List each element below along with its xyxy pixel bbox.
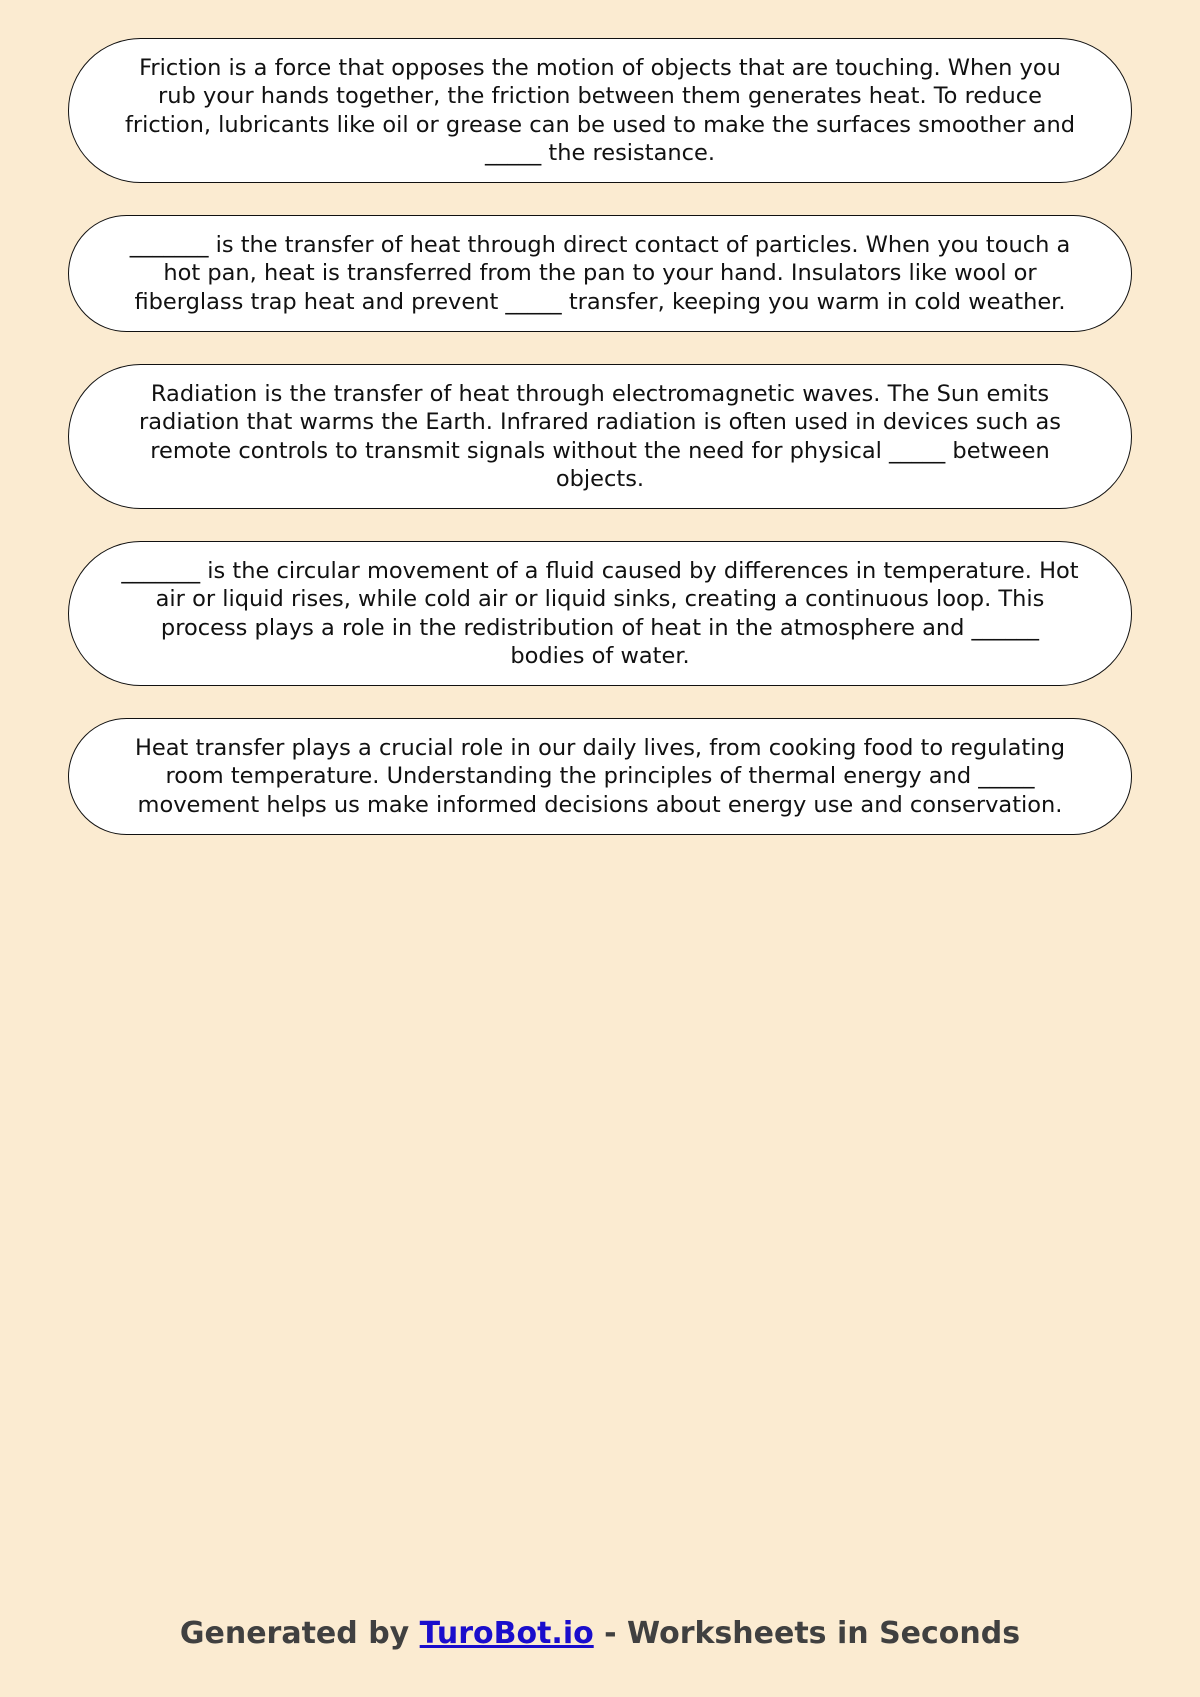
passage-text: Heat transfer plays a crucial role in our daily lives, from cooking food to regulating room temperature. Understanding the principles of thermal energy and _____ movement helps us make informed decisions about energy use and conservation. [134,735,1066,818]
passage-card-2 [68,215,1132,332]
footer-prefix: Generated by [179,1616,420,1651]
passage-card-1 [68,38,1132,183]
turobot-link[interactable]: TuroBot.io [419,1616,594,1651]
passage-card-4 [68,541,1132,686]
footer-suffix: - Worksheets in Seconds [593,1616,1021,1651]
passage-text: _______ is the transfer of heat through direct contact of particles. When you touch a hot pan, heat is transferred from the pan to your hand. Insulators like wool or fiberglass trap heat and prevent _____ transfer, keeping you warm in cold weather. [129,232,1071,315]
passage-text: Radiation is the transfer of heat through electromagnetic waves. The Sun emits radiation that warms the Earth. Infrared radiation is often used in devices such as remote controls to transmit signals without the need for physical _____ between objects. [139,380,1061,492]
passage-card-5 [68,718,1132,835]
passage-card-3 [68,364,1132,509]
worksheet [68,38,1132,867]
footer-credit [0,1616,1200,1651]
passage-text: Friction is a force that opposes the motion of objects that are touching. When you rub your hands together, the friction between them generates heat. To reduce friction, lubricants like oil or grease can be used to make the surfaces smoother and _____ the resistance. [124,54,1076,166]
passage-text: _______ is the circular movement of a fluid caused by differences in temperature. Hot air or liquid rises, while cold air or liquid sinks, creating a continuous loop. This process plays a role in the redistribution of heat in the atmosphere and ______ bodies of water. [121,557,1079,669]
